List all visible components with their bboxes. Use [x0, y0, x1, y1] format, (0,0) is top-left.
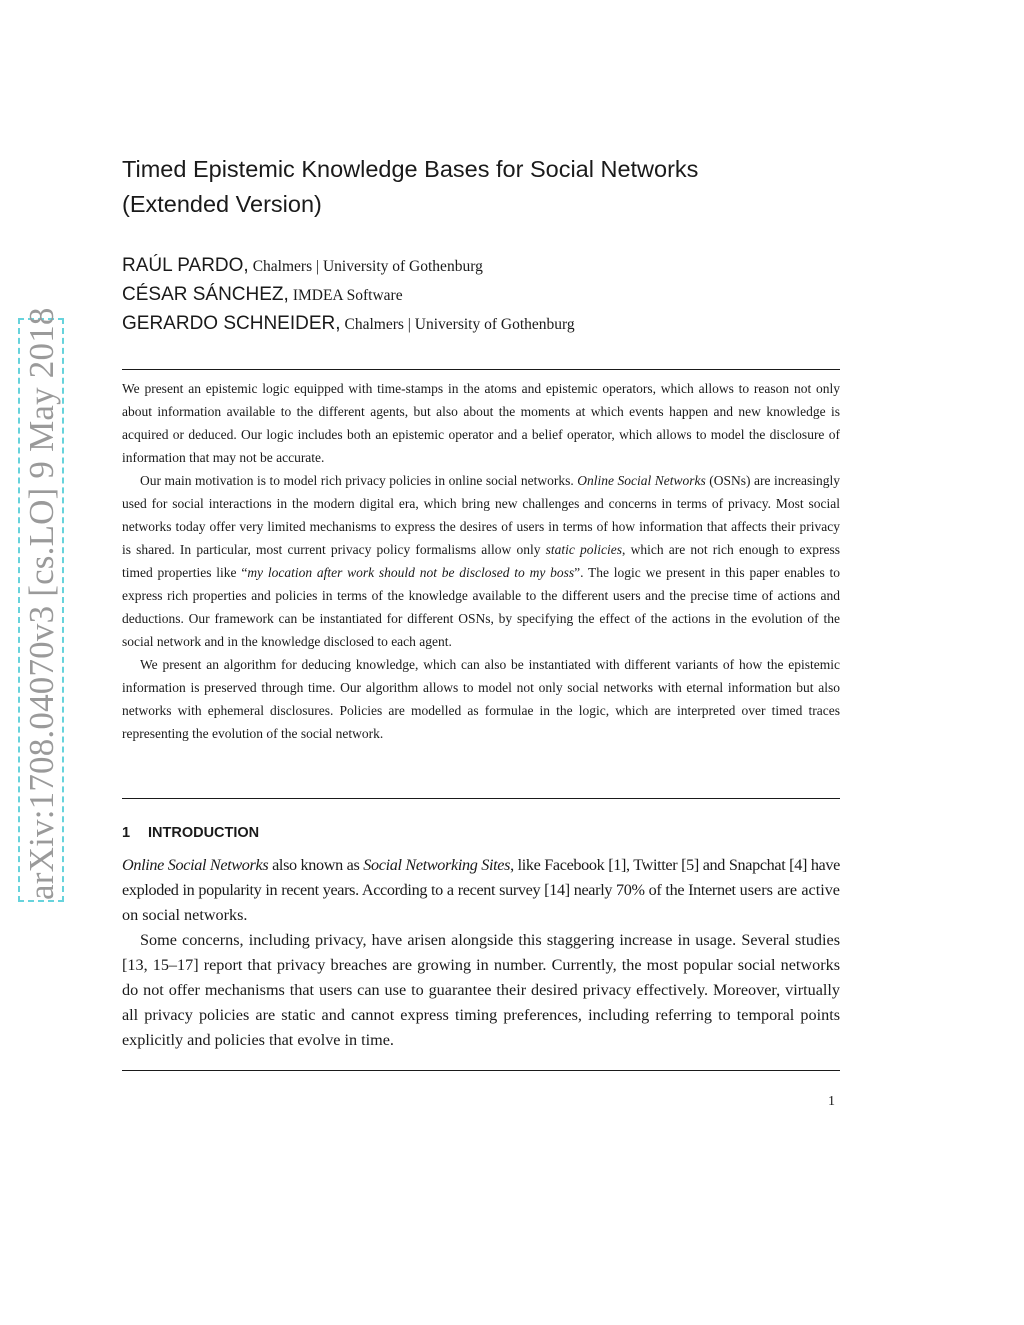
title-line-1: Timed Epistemic Knowledge Bases for Social Networks [122, 156, 699, 182]
intro-paragraph-2: Some concerns, including privacy, have arisen alongside this staggering increase in usage. Several studies [13, 15–17] report that privacy breaches are growing in number. Currently, the most popular social networks do not offer mechanisms that users can use to guarantee their desired privacy effectively. Moreover, virtually all privacy policies are static and cannot express timing preferences, including referring to temporal points explicitly and policies that evolve in time. [122, 931, 840, 1049]
section-heading [122, 825, 259, 841]
abstract-paragraph-3: We present an algorithm for deducing knowledge, which can also be instantiated with different variants of how the epistemic information is preserved through time. Our algorithm allows to model not only social networks with eternal information but also networks with ephemeral disclosures. Policies are modelled as formulae in the logic, which are interpreted over timed traces representing the evolution of the social network. [122, 657, 840, 741]
author-name: CÉSAR SÁNCHEZ, [122, 284, 289, 305]
author-3 [122, 313, 575, 335]
section-number: 1 [122, 825, 131, 841]
arxiv-identifier[interactable]: arXiv:1708.04070v3 [cs.LO] 9 May 2018 [22, 307, 61, 900]
author-1 [122, 255, 483, 277]
paper-title [122, 152, 842, 222]
intro-paragraph-1: Online Social Networks also known as Social Networking Sites, like Facebook [1], Twitter [5] and Snapchat [4] have exploded in popularity in recent years. According to a recent survey [14] nearly 70% of the Internet users are active on social networks. [122, 856, 840, 924]
abstract [122, 377, 840, 745]
abstract-bottom-rule [122, 798, 840, 799]
introduction-text [122, 853, 840, 1053]
author-affiliation: IMDEA Software [292, 287, 403, 304]
abstract-paragraph-2: Our main motivation is to model rich privacy policies in online social networks. Online Social Networks (OSNs) are increasingly used for social interactions in the modern digital era, which bring new challenges and concerns in terms of privacy. Most social networks today offer very limited mechanisms to express the desires of users in terms of how information that affects their privacy is shared. In particular, most current privacy policy formalisms allow only static policies, which are not rich enough to express timed properties like “my location after work should not be disclosed to my boss”. The logic we present in this paper enables to express rich properties and policies in terms of the knowledge available to the different users and the precise time of actions and deductions. Our framework can be instantiated for different OSNs, by specifying the effect of the actions in the evolution of the social network and in the knowledge disclosed to each agent. [122, 473, 840, 649]
author-name: RAÚL PARDO, [122, 255, 249, 276]
abstract-top-rule [122, 369, 840, 370]
author-2 [122, 284, 403, 306]
title-line-2: (Extended Version) [122, 191, 322, 217]
page-number: 1 [828, 1094, 835, 1109]
footer-rule [122, 1070, 840, 1071]
author-affiliation: Chalmers | University of Gothenburg [344, 316, 575, 333]
section-title: INTRODUCTION [148, 825, 260, 841]
abstract-paragraph-1: We present an epistemic logic equipped with time-stamps in the atoms and epistemic operators, which allows to reason not only about information available to the different agents, but also about the moments at which events happen and new knowledge is acquired or deduced. Our logic includes both an epistemic operator and a belief operator, which allows to model the disclosure of information that may not be accurate. [122, 381, 840, 465]
author-affiliation: Chalmers | University of Gothenburg [252, 258, 483, 275]
author-name: GERARDO SCHNEIDER, [122, 313, 341, 334]
